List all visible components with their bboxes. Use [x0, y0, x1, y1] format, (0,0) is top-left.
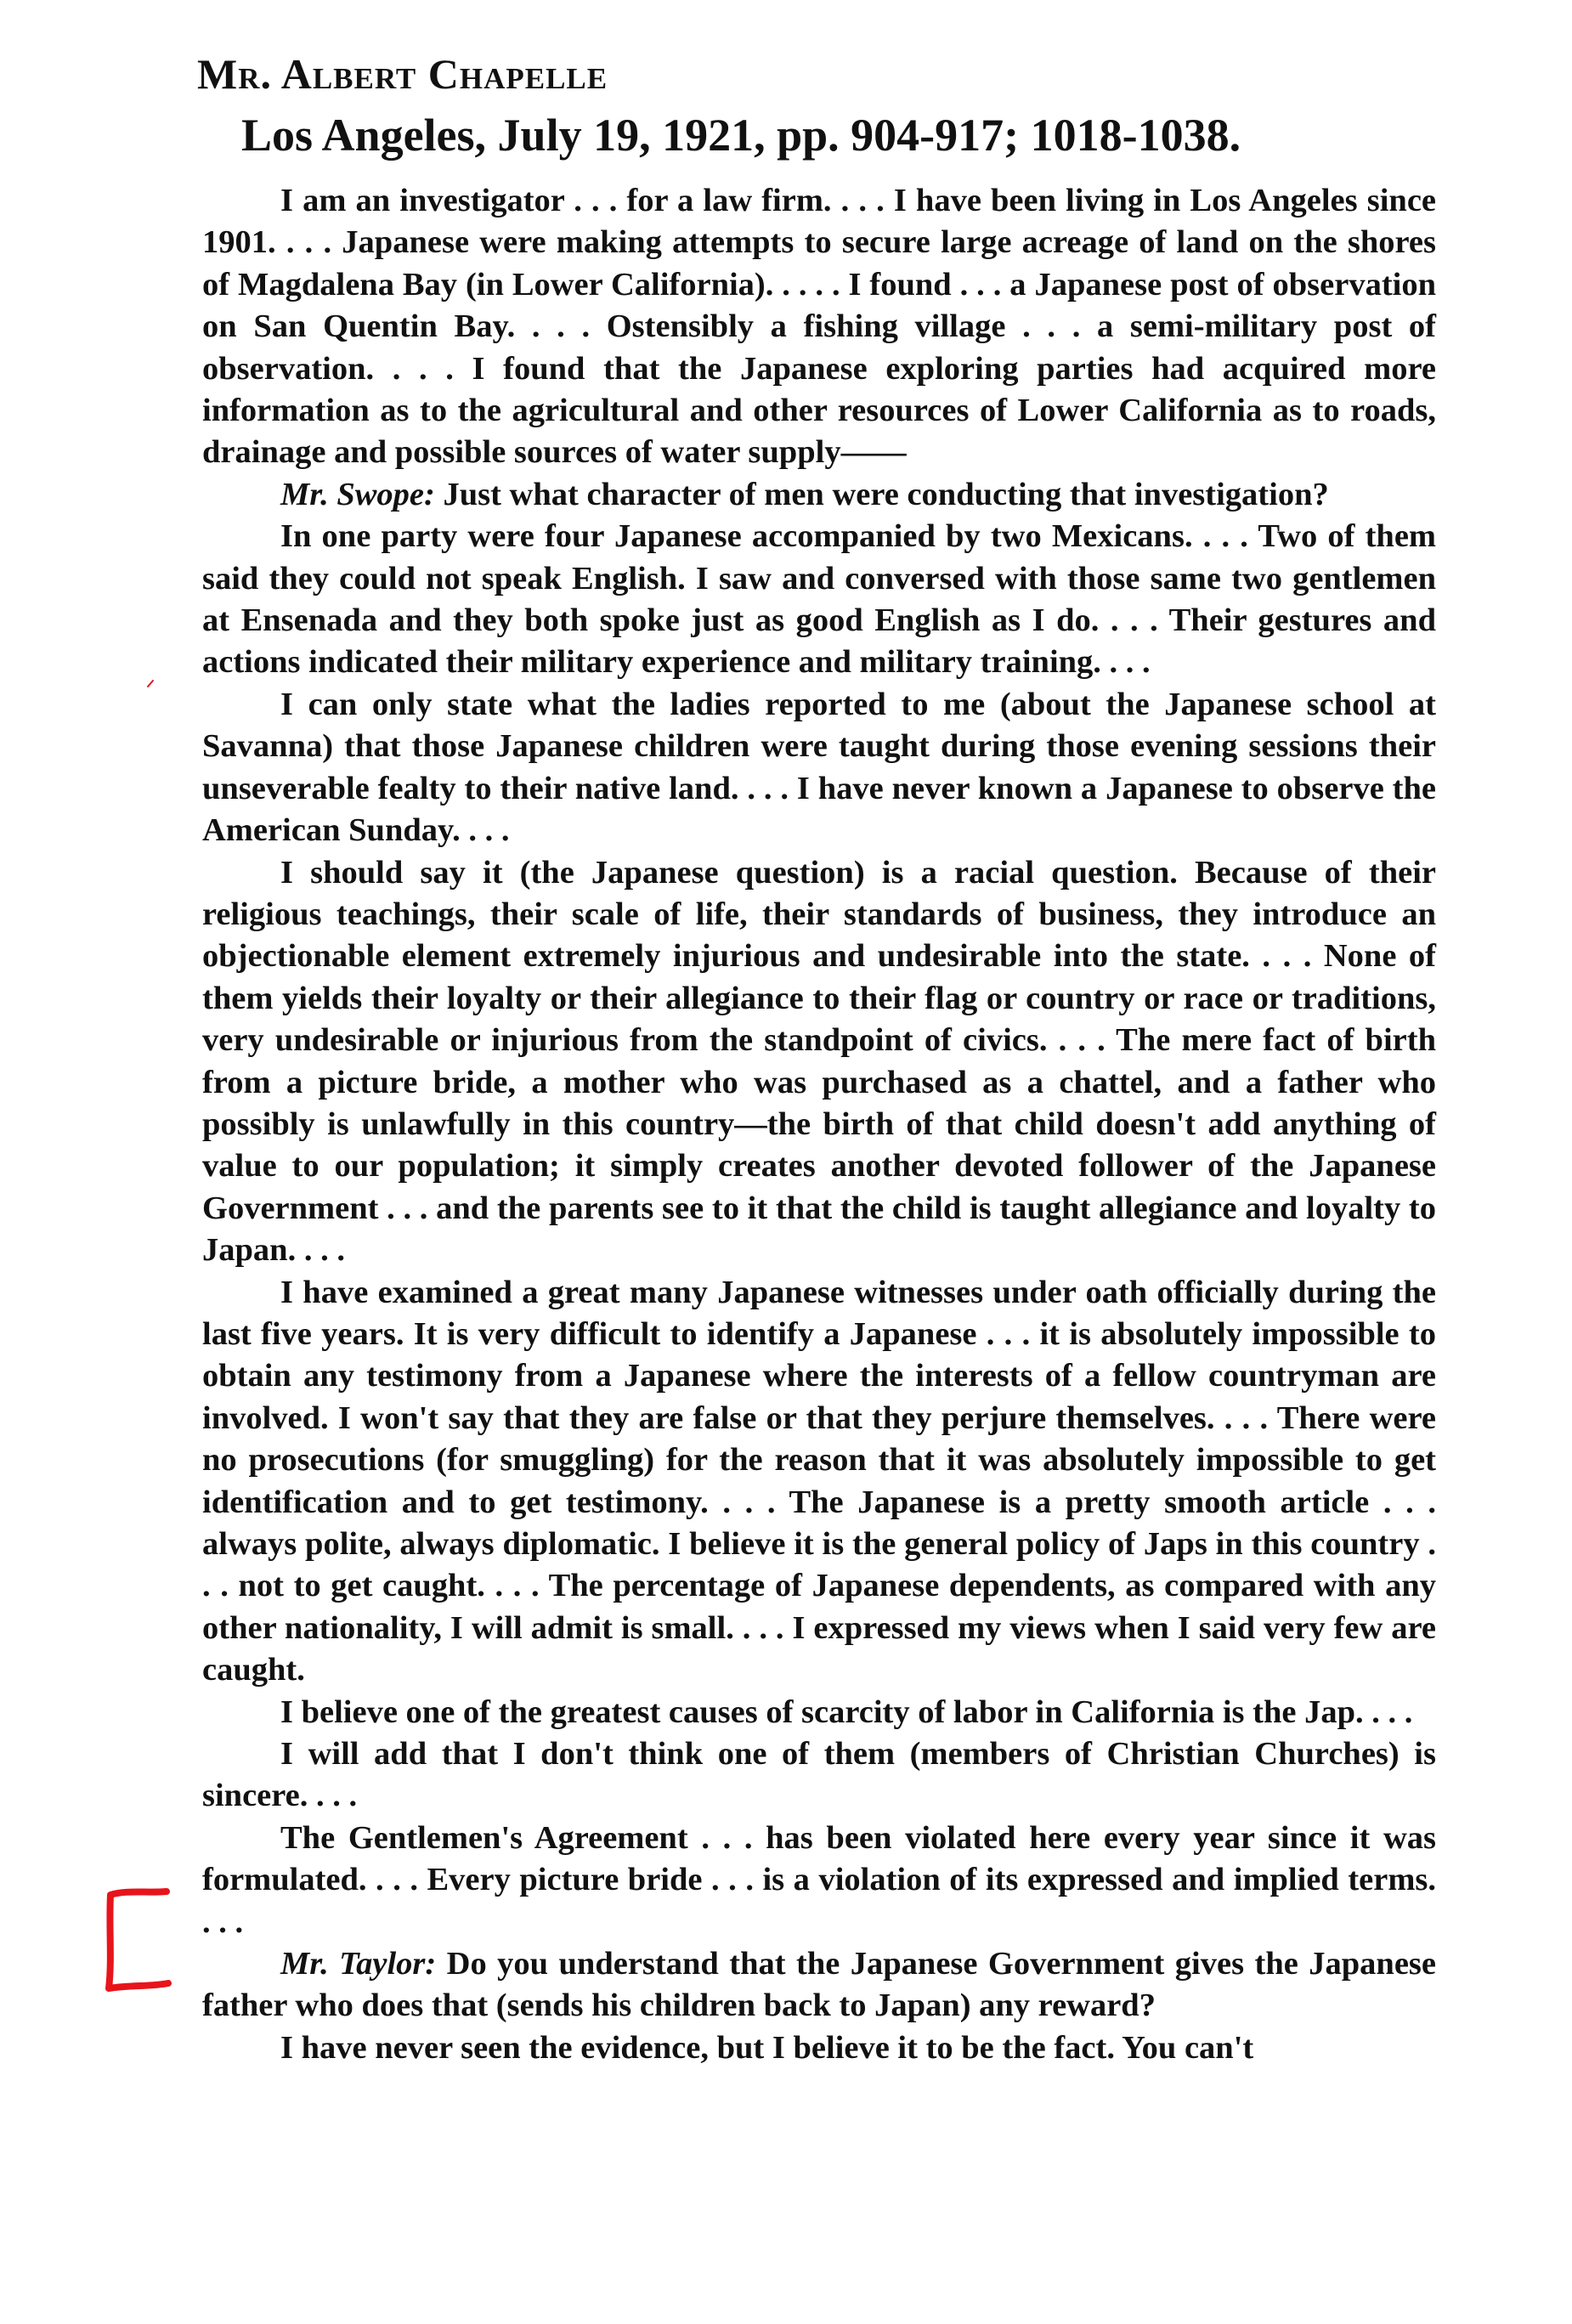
- paragraph-text: Do you understand that the Japanese Government gives the Japanese father who does that (sends his children back to Japan) any reward?: [202, 1946, 1436, 2024]
- paragraph-1: [202, 180, 1436, 474]
- paragraph-2: [202, 474, 1436, 516]
- paragraph-text: I will add that I don't think one of them (members of Christian Churches) is sincere. . . .: [202, 1736, 1436, 1814]
- speaker-label: Mr. Swope:: [280, 476, 435, 512]
- paragraph-text: In one party were four Japanese accompanied by two Mexicans. . . . Two of them said they could not speak English. I saw and conversed with those same two gentlemen at Ensenada and they both spoke just as good English as I do. . . . Their gestures and actions indicated their military experience and military training. . . .: [202, 518, 1436, 681]
- page-heading: Mr. Albert Chapelle: [197, 50, 608, 98]
- paragraph-text: I have examined a great many Japanese witnesses under oath officially during the last five years. It is very difficult to identify a Japanese . . . it is absolutely impossible to obtain any testimony from a Japanese where the interests of a fellow countryman are involved. I won't say that they are false or that they perjure themselves. . . . There were no prosecutions (for smuggling) for the reason that it was absolutely impossible to get identification and to get testimony. . . . The Japanese is a pretty smooth article . . . always polite, always diplomatic. I believe it is the general policy of Japs in this country . . . not to get caught. . . . The percentage of Japanese dependents, as compared with any other nationality, I will admit is small. . . . I expressed my views when I said very few are caught.: [202, 1274, 1436, 1688]
- paragraph-11: [202, 2027, 1436, 2069]
- paragraph-text: I should say it (the Japanese question) is a racial question. Because of their religious teachings, their scale of life, their standards of business, they introduce an objectionable element extremely injurious and undesirable into the state. . . . None of them yields their loyalty or their allegiance to their flag or country or race or traditions, very undesirable or injurious from the standpoint of civics. . . . The mere fact of birth from a picture bride, a mother who was purchased as a chattel, and a father who possibly is unlawfully in this country—the birth of that child doesn't add anything of value to our population; it simply creates another devoted follower of the Japanese Government . . . and the parents see to it that the child is taught allegiance and loyalty to Japan. . . .: [202, 854, 1436, 1269]
- paragraph-text: I can only state what the ladies reported to me (about the Japanese school at Savanna) that those Japanese children were taught during those evening sessions their unseverable fealty to their native land. . . . I have never known a Japanese to observe the American Sunday. . . .: [202, 686, 1436, 849]
- paragraph-10: [202, 1943, 1436, 2027]
- paragraph-8: [202, 1733, 1436, 1818]
- red-ink-mark: [146, 678, 156, 688]
- paragraph-6: [202, 1272, 1436, 1692]
- paragraph-3: [202, 516, 1436, 684]
- body-text: [202, 180, 1436, 2069]
- page-subheading: Los Angeles, July 19, 1921, pp. 904-917; 1018-1038.: [241, 110, 1241, 161]
- paragraph-text: Just what character of men were conducting that investigation?: [434, 476, 1329, 512]
- red-margin-bracket: [100, 1880, 177, 1999]
- paragraph-text: The Gentlemen's Agreement . . . has been violated here every year since it was formulated. . . . Every picture bride . . . is a violation of its expressed and implied terms. . . .: [202, 1819, 1436, 1940]
- paragraph-5: [202, 852, 1436, 1272]
- paragraph-7: [202, 1692, 1436, 1733]
- paragraph-4: [202, 684, 1436, 852]
- speaker-label: Mr. Taylor:: [280, 1946, 437, 1982]
- paragraph-9: [202, 1818, 1436, 1943]
- paragraph-text: I believe one of the greatest causes of scarcity of labor in California is the Jap. . . .: [280, 1694, 1413, 1730]
- paragraph-text: I have never seen the evidence, but I believe it to be the fact. You can't: [280, 2029, 1254, 2066]
- paragraph-text: I am an investigator . . . for a law firm. . . . I have been living in Los Angeles since 1901. . . . Japanese were making attempts to secure large acreage of land on the shores of Magdalena Bay (in Lower California). . . . . I found . . . a Japanese post of observation on San Quentin Bay. . . . Ostensibly a fishing village . . . a semi-military post of observation. . . . I found that the Japanese exploring parties had acquired more information as to the agricultural and other resources of Lower California as to roads, drainage and possible sources of water supply——: [202, 183, 1436, 471]
